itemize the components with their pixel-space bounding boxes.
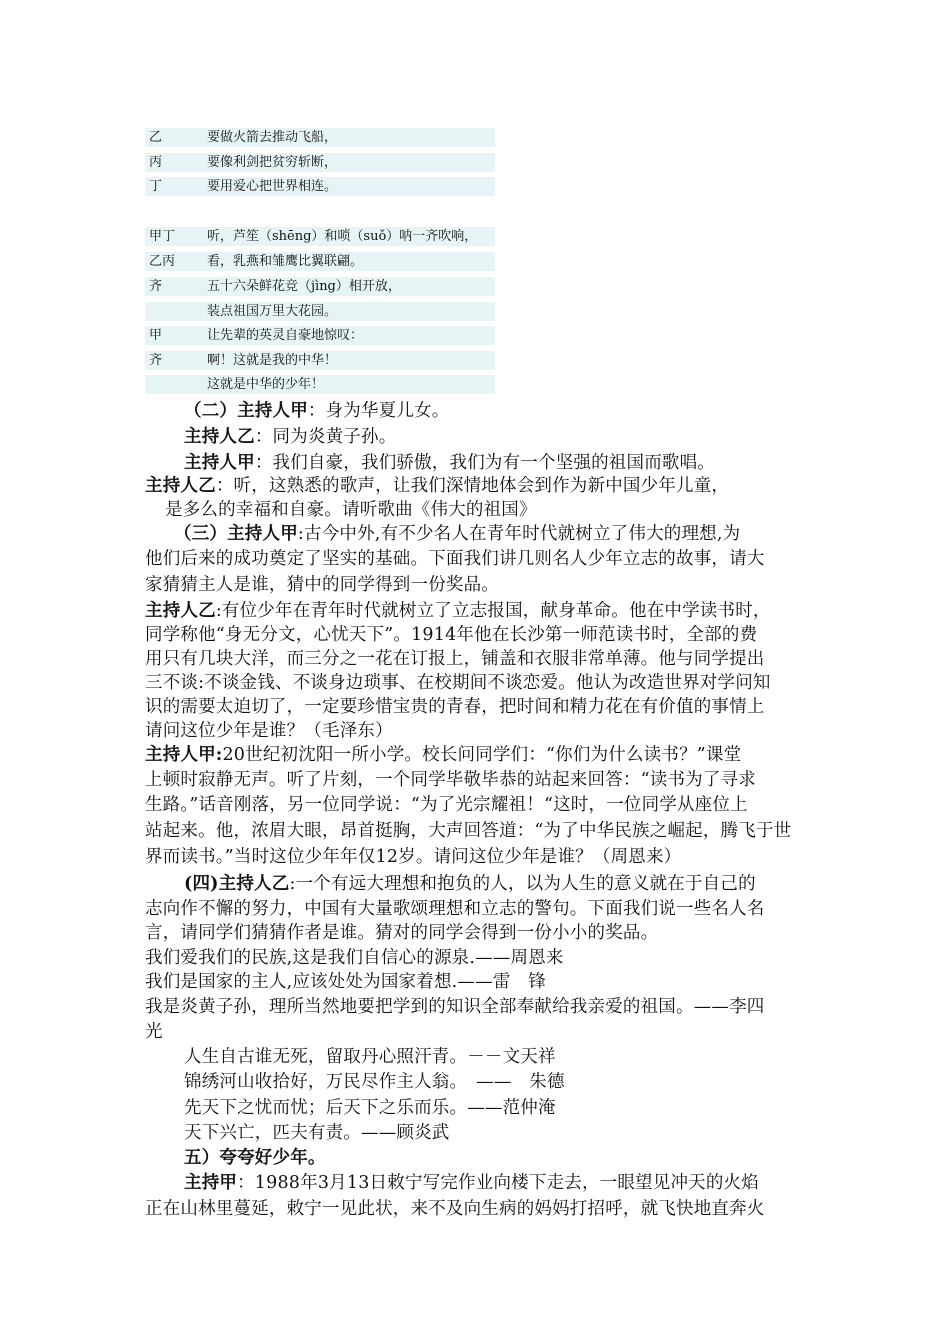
text-line (184, 1120, 854, 1147)
poem-line (145, 302, 495, 321)
text-line (184, 1170, 854, 1197)
poem-text: 要用爱心把世界相连。 (207, 179, 338, 194)
poem-text: 看，乳燕和雏鹰比翼联翩。 (207, 254, 364, 269)
poem-speaker: 乙 (149, 130, 163, 145)
text-line (184, 1095, 854, 1122)
poem-text: 装点祖国万里大花园。 (207, 304, 338, 319)
poem-line (145, 351, 495, 370)
line-text: 生路。”话音刚落，另一位同学说：“为了光宗耀祖！“这时，一位同学从座位上 (145, 795, 748, 815)
text-line (145, 896, 815, 923)
poem-speaker: 甲 (149, 328, 163, 343)
line-text: 正在山林里蔓延，敕宁一见此状，来不及向生病的妈妈打招呼，就飞快地直奔火 (145, 1199, 765, 1219)
speaker-label: 主持人甲: (145, 745, 223, 765)
text-line (145, 622, 815, 649)
poem-line (145, 375, 495, 394)
text-line (145, 818, 815, 845)
poem-line (145, 177, 495, 196)
text-line (184, 871, 854, 898)
line-text: ：我们自豪，我们骄傲，我们为有一个坚强的祖国而歌唱。 (254, 453, 716, 473)
line-text: 光 (145, 1022, 163, 1042)
poem-text: 听，芦笙（shēng）和唢（suǒ）呐一齐吹响， (207, 229, 478, 244)
poem-speaker: 丁 (149, 179, 163, 194)
text-line (145, 670, 815, 697)
line-text: ：身为华夏儿女。 (307, 401, 450, 421)
text-line (145, 969, 815, 996)
poem-speaker: 乙丙 (149, 254, 176, 269)
line-text: 言，请同学们猜猜作者是谁。猜对的同学会得到一份小小的奖品。 (145, 923, 659, 943)
line-text: 三不谈:不谈金钱、不谈身边琐事、在校期间不谈恋爱。他认为改造世界对学问知 (145, 673, 771, 693)
text-line (145, 1196, 815, 1223)
speaker-label: 主持人乙 (145, 476, 216, 496)
line-text: 天下兴亡，匹夫有责。——顾炎武 (184, 1123, 450, 1143)
line-text: 人生自古谁无死，留取丹心照汗青。－－文天祥 (184, 1047, 556, 1067)
line-text: :古今中外,有不少名人在青年时代就树立了伟大的理想,为 (297, 524, 741, 544)
poem-text: 啊！这就是我的中华！ (207, 353, 338, 368)
text-line (145, 994, 815, 1021)
section-heading: 五）夸夸好少年。 (184, 1148, 326, 1168)
line-text: 我是炎黄子孙，理所当然地要把学到的知识全部奉献给我亲爱的祖国。——李四 (145, 997, 765, 1017)
poem-line (145, 227, 495, 246)
poem-line (145, 326, 495, 345)
text-line (145, 945, 815, 972)
line-text: 家猜猜主人是谁，猜中的同学得到一份奖品。 (145, 575, 499, 595)
poem-text: 要做火箭去推动飞船， (207, 130, 338, 145)
line-text: 志向作不懈的努力，中国有大量歌颂理想和立志的警句。下面我们说一些名人名 (145, 899, 765, 919)
line-text: 用只有几块大洋，而三分之一花在订报上，铺盖和衣服非常单薄。他与同学提出 (145, 649, 765, 669)
text-line (184, 1069, 854, 1096)
poem-line (145, 277, 495, 296)
text-line (145, 718, 815, 745)
text-line (145, 598, 815, 625)
line-text: 先天下之忧而忧；后天下之乐而乐。——范仲淹 (184, 1098, 556, 1118)
line-text: 识的需要太迫切了，一定要珍惜宝贵的青春，把时间和精力花在有价值的事情上 (145, 697, 765, 717)
line-text: ：1988年3月13日敕宁写完作业向楼下走去，一眼望见冲天的火焰 (237, 1173, 759, 1193)
line-text: 是多么的幸福和自豪。请听歌曲《伟大的祖国》 (165, 500, 537, 520)
text-line (184, 424, 854, 451)
speaker-label: 主持人甲 (184, 453, 255, 473)
text-line (184, 398, 854, 425)
text-line (184, 1044, 854, 1071)
text-line (145, 742, 815, 769)
text-line (174, 521, 844, 548)
line-text: 同学称他“身无分文，心忧天下”。1914年他在长沙第一师范读书时，全部的费 (145, 625, 758, 645)
poem-line (145, 153, 495, 172)
poem-text: 这就是中华的少年！ (207, 377, 325, 392)
text-line (145, 473, 815, 500)
poem-line (145, 252, 495, 271)
line-text: 站起来。他，浓眉大眼，昂首挺胸，大声回答道：“为了中华民族之崛起，腾飞于世 (145, 821, 792, 841)
line-text: 我们爱我们的民族,这是我们自信心的源泉.——周恩来 (145, 948, 564, 968)
speaker-label: 主持甲 (184, 1173, 238, 1193)
line-text: 锦绣河山收拾好，万民尽作主人翁。 —— 朱德 (184, 1072, 565, 1092)
line-text: 上顿时寂静无声。听了片刻，一个同学毕敬毕恭的站起来回答：“读书为了寻求 (145, 770, 756, 790)
poem-line (145, 128, 495, 147)
line-text: ：听，这熟悉的歌声，让我们深情地体会到作为新中国少年儿童， (215, 476, 730, 496)
line-text: 请问这位少年是谁？（毛泽东） (145, 721, 393, 741)
speaker-label: (四)主持人乙 (184, 874, 290, 894)
poem-text: 让先辈的英灵自豪地惊叹： (207, 328, 364, 343)
poem-speaker: 丙 (149, 155, 163, 170)
line-text: :有位少年在青年时代就树立了立志报国，献身革命。他在中学读书时， (215, 601, 771, 621)
text-line (145, 546, 815, 573)
poem-text: 要像利剑把贫穷斩断， (207, 155, 338, 170)
speaker-label: （三）主持人甲 (174, 524, 298, 544)
text-line (145, 792, 815, 819)
text-line (165, 497, 835, 524)
line-text: 20世纪初沈阳一所小学。校长问同学们：“你们为什么读书？”课堂 (222, 745, 742, 765)
speaker-label: 主持人乙 (184, 427, 255, 447)
line-text: 界而读书。”当时这位少年年仅12岁。请问这位少年是谁？（周恩来） (145, 847, 682, 867)
text-line (145, 572, 815, 599)
poem-speaker: 齐 (149, 279, 163, 294)
text-line (184, 1145, 854, 1172)
line-text: 他们后来的成功奠定了坚实的基础。下面我们讲几则名人少年立志的故事，请大 (145, 549, 765, 569)
text-line (145, 1019, 815, 1046)
text-line (145, 767, 815, 794)
line-text: 我们是国家的主人,应该处处为国家着想.——雷 锋 (145, 972, 546, 992)
line-text: :一个有远大理想和抱负的人，以为人生的意义就在于自己的 (289, 874, 756, 894)
poem-text: 五十六朵鲜花竞（jìng）相开放， (207, 279, 401, 294)
poem-speaker: 齐 (149, 353, 163, 368)
line-text: ：同为炎黄子孙。 (254, 427, 397, 447)
speaker-label: （二）主持人甲 (184, 401, 308, 421)
poem-speaker: 甲丁 (149, 229, 176, 244)
text-line (145, 920, 815, 947)
speaker-label: 主持人乙 (145, 601, 216, 621)
text-line (145, 646, 815, 673)
text-line (145, 694, 815, 721)
text-line (145, 844, 815, 871)
